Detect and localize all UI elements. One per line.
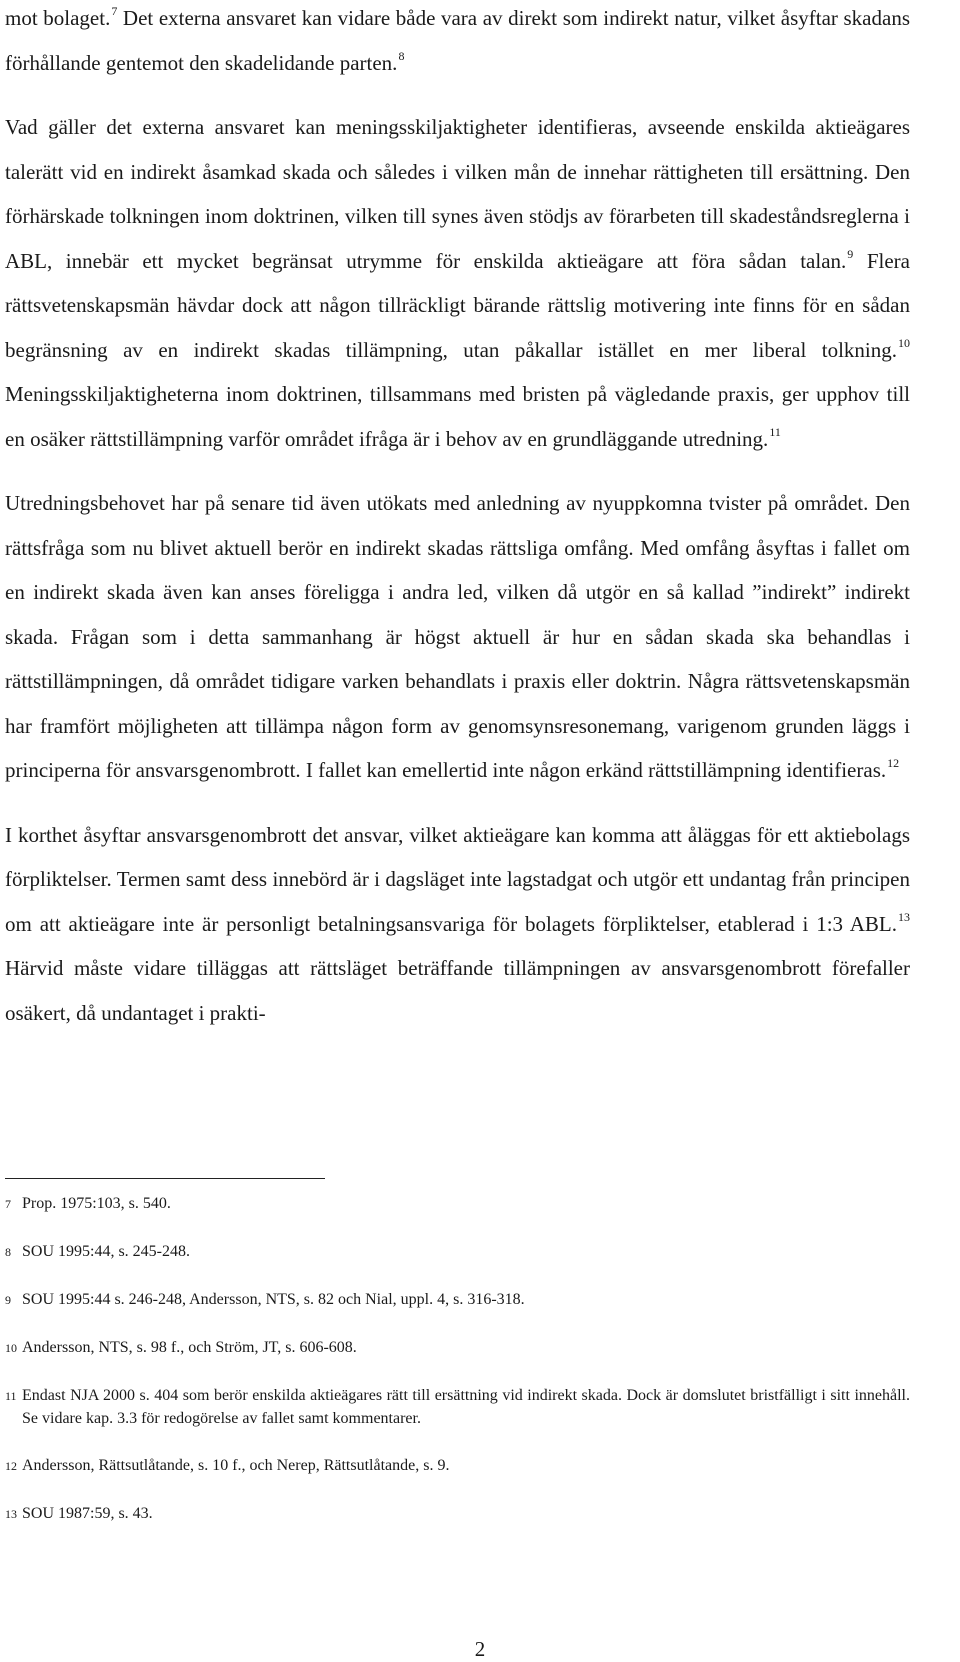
paragraph-text: Vad gäller det externa ansvaret kan meningsskiljaktigheter identifieras, avseende enskilda aktieägares talerätt vid en indirekt åsamkad skada och således i vilken mån de innehar rättigheten till ersättning. Den förhärskade tolkningen inom doktrinen, vilken till synes även stödjs av förarbeten till skadeståndsreglerna i ABL, innebär ett mycket begränsat utrymme för enskilda aktieägare att föra sådan talan. — [5, 115, 910, 273]
footnote-number: 13 — [5, 1507, 17, 1521]
paragraph-text: Flera rättsvetenskapsmän hävdar dock att någon tillräckligt bärande rättslig motivering inte finns för en sådan begränsning av en indirekt skadas tillämpning, utan påkallar istället en mer liberal tolkning. — [5, 248, 910, 362]
paragraph-text: Det externa ansvaret kan vidare både vara av direkt som indirekt natur, vilket åsyftar skadans förhållande gentemot den skadelidande parten. — [5, 6, 910, 75]
footnote-9 — [5, 1288, 910, 1312]
footnote-ref-13[interactable]: 13 — [898, 909, 910, 924]
paragraph-text: Härvid måste vidare tilläggas att rättsläget beträffande tillämpningen av ansvarsgenombrott förefaller osäkert, då undantaget i prakti- — [5, 956, 910, 1025]
paragraph-3 — [5, 481, 910, 793]
footnote-13 — [5, 1502, 910, 1526]
paragraph-2 — [5, 105, 910, 461]
footnote-ref-9[interactable]: 9 — [847, 246, 854, 261]
footnote-text: SOU 1987:59, s. 43. — [22, 1505, 153, 1522]
paragraph-text: I korthet åsyftar ansvarsgenombrott det ansvar, vilket aktieägare kan komma att åläggas för ett aktiebolags förpliktelser. Termen samt dess innebörd är i dagsläget inte lagstadgat och utgör ett undantag från principen om att aktieägare inte är personligt betalningsansvariga för bolagets förpliktelser, etablerad i 1:3 ABL. — [5, 822, 910, 936]
paragraph-text: Utredningsbehovet har på senare tid även utökats med anledning av nyuppkomna tvister på området. Den rättsfråga som nu blivet aktuell berör en indirekt skadas rättsliga omfång. Med omfång åsyftas i fallet om en indirekt skada även kan anses föreligga i andra led, vilken då utgör en så kallad ”indirekt” indirekt skada. Frågan som i detta sammanhang är högst aktuell är hur en sådan skada ska behandlas i rättstillämpningen, då området tidigare varken behandlats i praxis eller doktrin. Några rättsvetenskapsmän har framfört möjligheten att tillämpa någon form av genomsynsresonemang, varigenom grunden läggs i principerna för ansvarsgenombrott. I fallet kan emellertid inte någon erkänd rättstillämpning identifieras. — [5, 491, 910, 782]
footnote-number: 12 — [5, 1459, 17, 1473]
paragraph-text: mot bolaget. — [5, 6, 111, 30]
page-body — [5, 0, 910, 1035]
footnote-12 — [5, 1454, 910, 1478]
footnote-text: SOU 1995:44, s. 245-248. — [22, 1243, 191, 1260]
footnote-separator — [5, 1178, 325, 1179]
footnote-7 — [5, 1192, 910, 1216]
footnote-ref-10[interactable]: 10 — [898, 335, 910, 350]
footnote-number: 8 — [5, 1245, 11, 1259]
footnote-ref-11[interactable]: 11 — [769, 424, 781, 439]
paragraph-4 — [5, 813, 910, 1036]
footnote-11 — [5, 1384, 910, 1430]
footnote-text: SOU 1995:44 s. 246-248, Andersson, NTS, s. 82 och Nial, uppl. 4, s. 316-318. — [22, 1291, 525, 1308]
footnote-text: Endast NJA 2000 s. 404 som berör enskilda aktieägares rätt till ersättning vid indirekt skada. Dock är domslutet bristfälligt i sitt innehåll. Se vidare kap. 3.3 för redogörelse av fallet samt kommentarer. — [22, 1387, 910, 1427]
footnotes — [5, 1192, 910, 1526]
footnote-number: 11 — [5, 1389, 17, 1403]
footnote-number: 9 — [5, 1293, 11, 1307]
footnote-text: Andersson, NTS, s. 98 f., och Ström, JT, s. 606-608. — [22, 1339, 357, 1356]
footnote-ref-7[interactable]: 7 — [111, 4, 118, 18]
footnote-ref-8[interactable]: 8 — [398, 48, 405, 63]
page-number: 2 — [474, 1637, 486, 1661]
footnote-number: 10 — [5, 1341, 17, 1355]
footnote-ref-12[interactable]: 12 — [887, 756, 900, 770]
paragraph-1 — [5, 0, 910, 85]
footnote-10 — [5, 1336, 910, 1360]
paragraph-text: Meningsskiljaktigheterna inom doktrinen, tillsammans med bristen på vägledande praxis, ger upphov till en osäker rättstillämpning varför området ifråga är i behov av en grundläggande utredning. — [5, 382, 910, 451]
footnote-text: Prop. 1975:103, s. 540. — [22, 1195, 171, 1212]
footnote-text: Andersson, Rättsutlåtande, s. 10 f., och Nerep, Rättsutlåtande, s. 9. — [22, 1457, 450, 1474]
footnote-number: 7 — [5, 1197, 11, 1211]
footnote-8 — [5, 1240, 910, 1264]
